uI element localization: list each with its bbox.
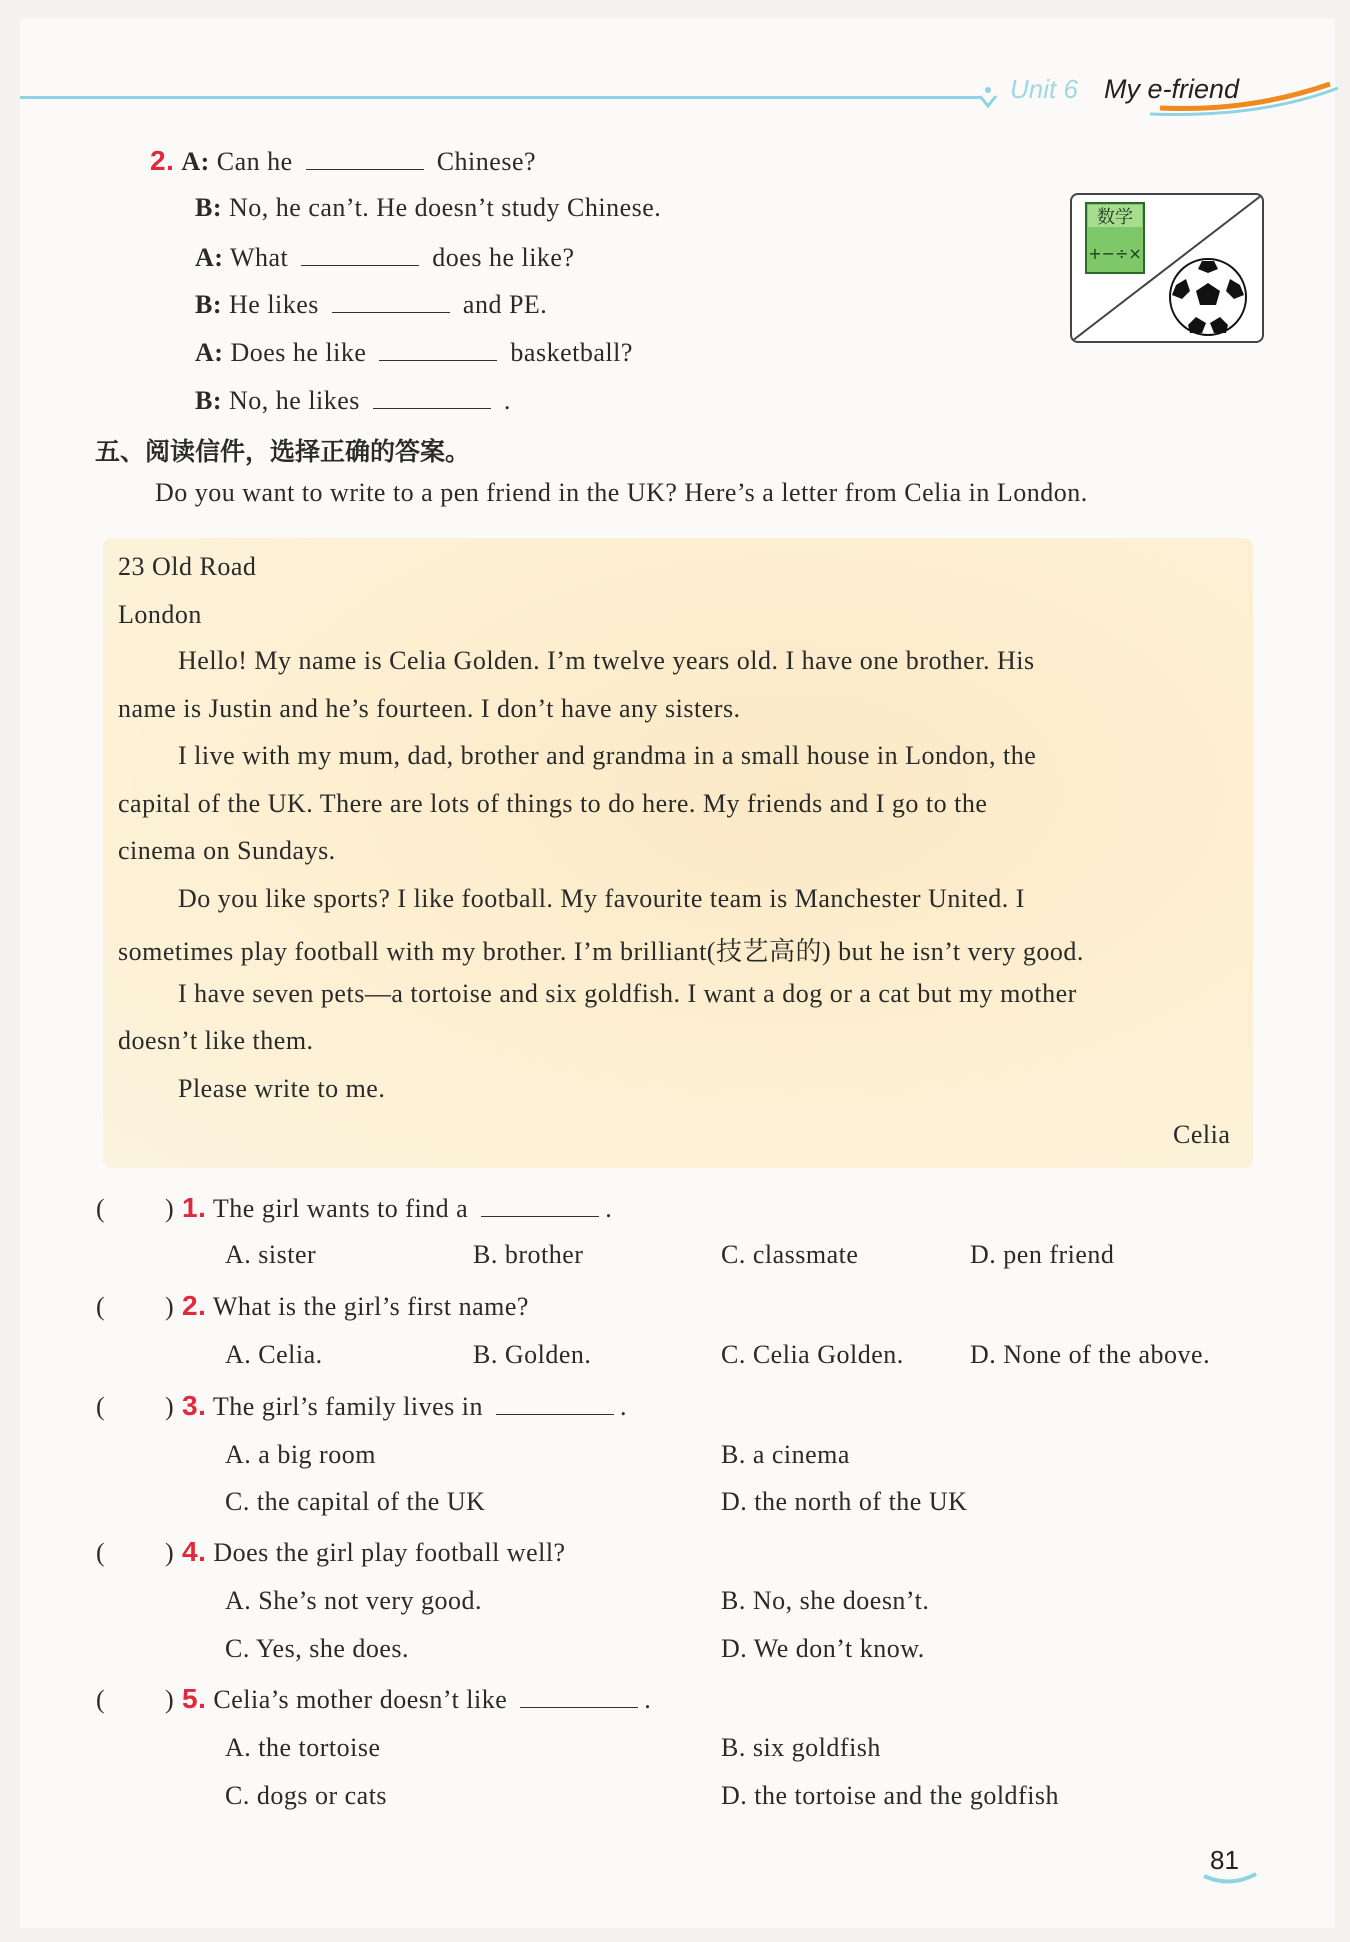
- q2-line-6: B: No, he likes .: [195, 386, 511, 415]
- q2-line-3: A: What does he like?: [195, 243, 575, 272]
- option-c[interactable]: C. classmate: [721, 1240, 859, 1269]
- option-d[interactable]: D. None of the above.: [970, 1340, 1211, 1369]
- football-icon: [1170, 259, 1246, 335]
- letter-line: sometimes play football with my brother. I’m brilliant(技艺高的) but he isn’t very good.: [118, 937, 1084, 966]
- book-symbols: +−÷×: [1088, 244, 1142, 263]
- answer-paren-close: ): [165, 1685, 174, 1714]
- answer-paren-open: (: [96, 1392, 105, 1421]
- option-b[interactable]: B. a cinema: [721, 1440, 850, 1469]
- letter-line: Hello! My name is Celia Golden. I’m twelve years old. I have one brother. His: [178, 646, 1035, 675]
- math-football-picture: [1070, 193, 1264, 343]
- answer-blank[interactable]: [520, 1683, 638, 1708]
- option-a[interactable]: A. She’s not very good.: [225, 1586, 483, 1615]
- q2-line-4: B: He likes and PE.: [195, 290, 548, 319]
- answer-paren-open: (: [96, 1538, 105, 1567]
- option-b[interactable]: B. brother: [473, 1240, 584, 1269]
- letter-line: Please write to me.: [178, 1074, 386, 1103]
- page-number-swoosh-icon: [1200, 1870, 1260, 1890]
- answer-blank[interactable]: [301, 241, 419, 266]
- answer-paren-open: (: [96, 1194, 105, 1223]
- answer-blank[interactable]: [332, 288, 450, 313]
- option-c[interactable]: C. the capital of the UK: [225, 1487, 486, 1516]
- question-1: 1. The girl wants to find a .: [182, 1192, 613, 1223]
- section-heading: 五、阅读信件，选择正确的答案。: [95, 437, 471, 466]
- option-d[interactable]: D. pen friend: [970, 1240, 1115, 1269]
- answer-paren-close: ): [165, 1538, 174, 1567]
- answer-blank[interactable]: [373, 384, 491, 409]
- letter-line: cinema on Sundays.: [118, 836, 336, 865]
- answer-paren-close: ): [165, 1292, 174, 1321]
- option-a[interactable]: A. the tortoise: [225, 1733, 381, 1762]
- option-b[interactable]: B. six goldfish: [721, 1733, 881, 1762]
- answer-paren-open: (: [96, 1685, 105, 1714]
- q2-line-2: B: No, he can’t. He doesn’t study Chinese.: [195, 193, 662, 222]
- letter-address-1: 23 Old Road: [118, 552, 257, 581]
- q2-number: 2.: [150, 145, 175, 176]
- header-rule: [20, 96, 980, 99]
- answer-blank[interactable]: [379, 336, 497, 361]
- q2-line-1: 2. A: Can he Chinese?: [150, 145, 537, 176]
- option-a[interactable]: A. Celia.: [225, 1340, 323, 1369]
- letter-signature: Celia: [1173, 1120, 1231, 1149]
- q2-line-5: A: Does he like basketball?: [195, 338, 633, 367]
- question-2: 2. What is the girl’s first name?: [182, 1290, 529, 1321]
- option-c[interactable]: C. Celia Golden.: [721, 1340, 904, 1369]
- letter-line: I have seven pets—a tortoise and six goldfish. I want a dog or a cat but my mother: [178, 979, 1077, 1008]
- answer-blank[interactable]: [306, 145, 424, 170]
- question-5: 5. Celia’s mother doesn’t like .: [182, 1683, 652, 1714]
- section-intro: Do you want to write to a pen friend in the UK? Here’s a letter from Celia in London.: [155, 478, 1088, 507]
- question-4: 4. Does the girl play football well?: [182, 1536, 566, 1567]
- page-number: 81: [1210, 1845, 1239, 1875]
- answer-blank[interactable]: [496, 1390, 614, 1415]
- option-b[interactable]: B. Golden.: [473, 1340, 592, 1369]
- option-a[interactable]: A. a big room: [225, 1440, 376, 1469]
- answer-paren-open: (: [96, 1292, 105, 1321]
- book-title: 数学: [1097, 207, 1133, 228]
- option-d[interactable]: D. We don’t know.: [721, 1634, 925, 1663]
- letter-line: name is Justin and he’s fourteen. I don’t have any sisters.: [118, 694, 741, 723]
- question-3: 3. The girl’s family lives in .: [182, 1390, 627, 1421]
- option-b[interactable]: B. No, she doesn’t.: [721, 1586, 930, 1615]
- letter-address-2: London: [118, 600, 202, 629]
- option-d[interactable]: D. the tortoise and the goldfish: [721, 1781, 1060, 1810]
- letter-line: I live with my mum, dad, brother and grandma in a small house in London, the: [178, 741, 1037, 770]
- option-a[interactable]: A. sister: [225, 1240, 317, 1269]
- option-c[interactable]: C. Yes, she does.: [225, 1634, 410, 1663]
- option-d[interactable]: D. the north of the UK: [721, 1487, 968, 1516]
- unit-title: My e-friend: [1104, 74, 1240, 104]
- letter-line: Do you like sports? I like football. My favourite team is Manchester United. I: [178, 884, 1025, 913]
- unit-label: Unit 6: [1010, 74, 1078, 104]
- letter-line: doesn’t like them.: [118, 1026, 314, 1055]
- answer-blank[interactable]: [481, 1192, 599, 1217]
- letter-line: capital of the UK. There are lots of things to do here. My friends and I go to the: [118, 789, 988, 818]
- answer-paren-close: ): [165, 1392, 174, 1421]
- option-c[interactable]: C. dogs or cats: [225, 1781, 388, 1810]
- answer-paren-close: ): [165, 1194, 174, 1223]
